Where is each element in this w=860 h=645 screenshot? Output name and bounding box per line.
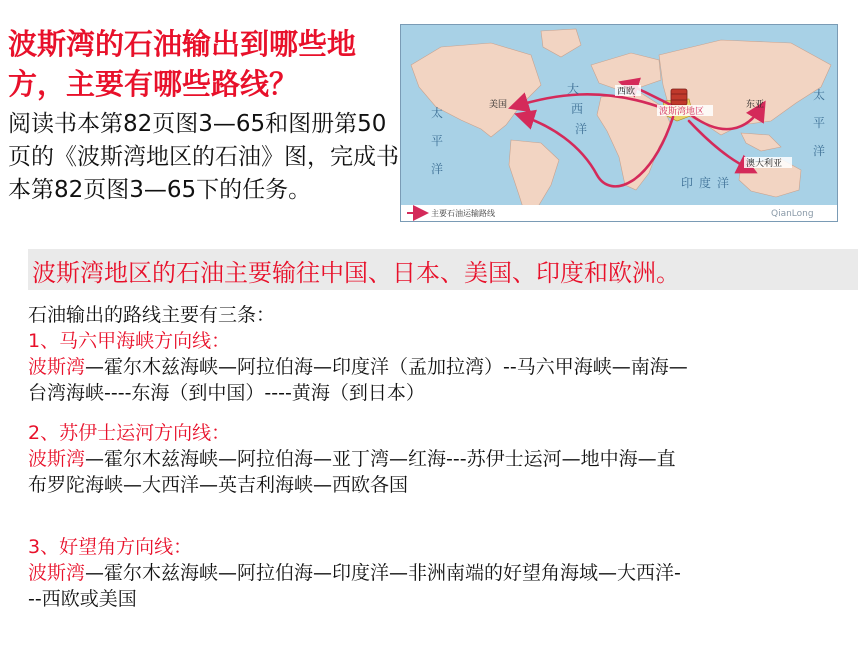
route-2-rest: —霍尔木兹海峡—阿拉伯海—亚丁湾—红海---苏伊士运河—地中海—直 [85,448,676,470]
route-3-heading: 3、好望角方向线： [28,536,193,558]
ocean-char: 大 [567,82,580,96]
route-3-start: 波斯湾 [28,562,86,584]
route-3-rest: —霍尔木兹海峡—阿拉伯海—印度洋—非洲南端的好望角海域—大西洋- [85,562,681,584]
label-australia: 澳大利亚 [746,159,783,169]
ocean-char: 西 [571,102,584,116]
ocean-char: 洋 [813,144,826,158]
routes-section [28,302,858,612]
ocean-char: 洋 [717,176,730,190]
world-map [400,24,838,222]
route-2-heading: 2、苏伊士运河方向线： [28,422,231,444]
summary-text: 波斯湾地区的石油主要输往中国、日本、美国、印度和欧洲。 [32,259,680,287]
label-europe: 西欧 [617,87,636,97]
map-legend-label: 主要石油运输路线 [431,209,495,218]
ocean-char: 洋 [431,162,444,176]
route-1-line-2: 台湾海峡----东海（到中国）----黄海（到日本） [28,382,425,404]
ocean-char: 洋 [575,122,588,136]
ocean-char: 平 [813,116,826,130]
route-3-line-1 [28,560,858,586]
intro-text: 阅读书本第82页图3—65和图册第50页的《波斯湾地区的石油》图，完成书本第82页图3—65下的任务。 [8,111,399,203]
ocean-char: 太 [813,88,826,102]
route-1-heading: 1、马六甲海峡方向线： [28,330,231,352]
ocean-char: 平 [431,134,444,148]
route-1-rest: —霍尔木兹海峡—阿拉伯海—印度洋（孟加拉湾）--马六甲海峡—南海— [85,356,688,378]
label-usa: 美国 [489,100,508,110]
label-gulf: 波斯湾地区 [659,107,705,117]
summary-highlight [28,249,858,290]
map-watermark: QianLong [771,209,814,219]
route-3-line-2: --西欧或美国 [28,588,137,610]
route-2-line-2: 布罗陀海峡—大西洋—英吉利海峡—西欧各国 [28,474,409,496]
page-title: 波斯湾的石油输出到哪些地方，主要有哪些路线？ [8,27,357,101]
route-1-start: 波斯湾 [28,356,86,378]
ocean-char: 度 [699,176,712,190]
route-2-start: 波斯湾 [28,448,86,470]
route-1-line-1 [28,354,858,380]
oil-barrel-icon [671,89,687,105]
ocean-char: 印 [681,176,694,190]
routes-intro: 石油输出的路线主要有三条： [28,304,276,326]
ocean-char: 太 [431,106,444,120]
route-2-line-1 [28,446,858,472]
label-east-asia: 东亚 [746,100,765,110]
